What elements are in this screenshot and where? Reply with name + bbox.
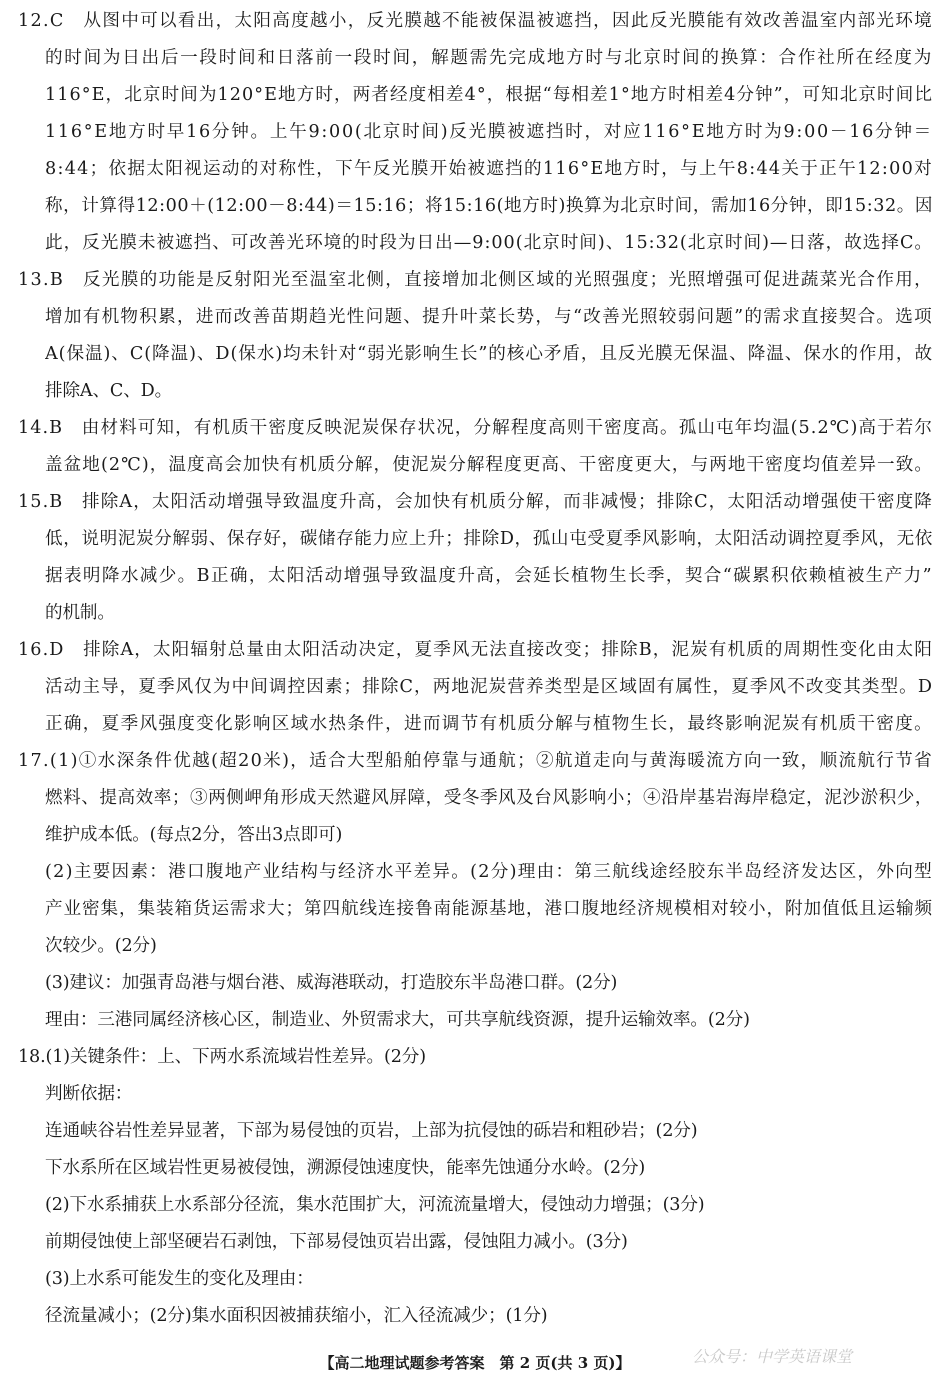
answer-line-text: 活动主导，夏季风仅为中间调控因素；排除C，两地泥炭营养类型是区域固有属性，夏季风不改变其类型。D [45, 677, 933, 697]
answer-line [45, 373, 950, 410]
answer-line-text: 15.B 排除A，太阳活动增强导致温度升高，会加快有机质分解，而非减慢；排除C，太阳活动增强使干密度降 [18, 492, 933, 512]
answer-line-text: 产业密集，集装箱货运需求大；第四航线连接鲁南能源基地，港口腹地经济规模相对较小，附加值低且运输频 [45, 899, 933, 919]
answer-line [45, 595, 950, 632]
answer-line [45, 188, 950, 225]
answer-line-text: 下水系所在区域岩性更易被侵蚀，溯源侵蚀速度快，能率先蚀通分水岭。(2分) [45, 1158, 646, 1178]
answer-line [45, 669, 950, 706]
answer-line [45, 447, 950, 484]
answer-line-text: 燃料、提高效率；③两侧岬角形成天然避风屏障，受冬季风及台风影响小；④沿岸基岩海岸稳定，泥沙淤积少， [45, 788, 933, 808]
answer-line [45, 928, 950, 965]
answer-line [45, 1150, 950, 1187]
answer-line [45, 299, 950, 336]
answer-line-text: 的机制。 [45, 603, 115, 623]
answer-line [45, 780, 950, 817]
answer-line-text: A(保温)、C(降温)、D(保水)均未针对“弱光影响生长”的核心矛盾，且反光膜无保温、降温、保水的作用，故 [45, 344, 933, 364]
answer-line-text: 据表明降水减少。B正确，太阳活动增强导致温度升高，会延长植物生长季，契合“碳累积依赖植被生产力” [45, 566, 933, 586]
answer-line-text: 14.B 由材料可知，有机质干密度反映泥炭保存状况，分解程度高则干密度高。孤山屯年均温(5.2℃)高于若尔 [18, 418, 933, 438]
answer-line-text: 连通峡谷岩性差异显著，下部为易侵蚀的页岩，上部为抗侵蚀的砾岩和粗砂岩；(2分) [45, 1121, 698, 1141]
answer-line-text: 116°E地方时早16分钟。上午9:00(北京时间)反光膜被遮挡时，对应116°E地方时为9:00－16分钟＝ [45, 122, 933, 142]
answer-line [45, 336, 950, 373]
answer-line-text: 次较少。(2分) [45, 936, 157, 956]
answer-line-text: 判断依据： [45, 1084, 133, 1104]
answer-line [18, 484, 950, 521]
answer-line-text: 8:44；依据太阳视运动的对称性，下午反光膜开始被遮挡的116°E地方时，与上午8:44关于正午12:00对 [45, 159, 933, 179]
answer-line-text: 理由：三港同属经济核心区，制造业、外贸需求大，可共享航线资源，提升运输效率。(2分) [45, 1010, 750, 1030]
answer-line-text: (2)下水系捕获上水系部分径流，集水范围扩大，河流流量增大，侵蚀动力增强；(3分) [45, 1195, 705, 1215]
answer-line [45, 706, 950, 743]
answer-line [18, 632, 950, 669]
answer-line-text: 前期侵蚀使上部坚硬岩石剥蚀，下部易侵蚀页岩出露，侵蚀阻力减小。(3分) [45, 1232, 628, 1252]
answer-line [45, 114, 950, 151]
answer-line-text: (3)上水系可能发生的变化及理由： [45, 1269, 314, 1289]
answer-line-text: 增加有机物积累，进而改善苗期趋光性问题、提升叶菜长势，与“改善光照较弱问题”的需求直接契合。选项 [45, 307, 933, 327]
watermark-text: 公众号：中学英语课堂 [692, 1347, 853, 1366]
answer-line-text: 此，反光膜未被遮挡、可改善光环境的时段为日出—9:00(北京时间)、15:32(北京时间)—日落，故选择C。 [45, 233, 933, 253]
answer-line [45, 40, 950, 77]
answer-line [45, 521, 950, 558]
answer-line-text: 18.(1)关键条件：上、下两水系流域岩性差异。(2分) [18, 1047, 426, 1067]
answer-line [18, 743, 950, 780]
answer-line-text: 17.(1)①水深条件优越(超20米)，适合大型船舶停靠与通航；②航道走向与黄海暖流方向一致，顺流航行节省 [18, 751, 933, 771]
answer-line [45, 854, 950, 891]
answer-line-text: (3)建议：加强青岛港与烟台港、威海港联动，打造胶东半岛港口群。(2分) [45, 973, 618, 993]
answer-line [18, 262, 950, 299]
answer-line [45, 817, 950, 854]
page-footer: 【高二地理试题参考答案 第 2 页(共 3 页)】 [319, 1354, 631, 1372]
answer-line-text: 16.D 排除A，太阳辐射总量由太阳活动决定，夏季风无法直接改变；排除B，泥炭有机质的周期性变化由太阳 [18, 640, 933, 660]
answer-line-text: 径流量减小；(2分)集水面积因被捕获缩小，汇入径流减少；(1分) [45, 1306, 548, 1326]
answer-line [18, 410, 950, 447]
answer-line-text: 116°E，北京时间为120°E地方时，两者经度相差4°，根据“每相差1°地方时相差4分钟”，可知北京时间比 [45, 85, 933, 105]
answer-line [45, 891, 950, 928]
answer-line [18, 3, 950, 40]
answer-line [45, 1298, 950, 1335]
answer-line [45, 151, 950, 188]
answer-line-text: 盖盆地(2℃)，温度高会加快有机质分解，使泥炭分解程度更高、干密度更大，与两地干密度均值差异一致。 [45, 455, 933, 475]
answer-line-text: 正确，夏季风强度变化影响区域水热条件，进而调节有机质分解与植物生长，最终影响泥炭有机质干密度。 [45, 714, 933, 734]
answer-line [45, 225, 950, 262]
answer-line-text: (2)主要因素：港口腹地产业结构与经济水平差异。(2分)理由：第三航线途经胶东半岛经济发达区，外向型 [45, 862, 933, 882]
answer-line [45, 1076, 950, 1113]
answer-line-text: 称，计算得12:00＋(12:00－8:44)＝15:16；将15:16(地方时)换算为北京时间，需加16分钟，即15:32。因 [45, 196, 933, 216]
answer-line-text: 的时间为日出后一段时间和日落前一段时间，解题需先完成地方时与北京时间的换算：合作社所在经度为 [45, 48, 933, 68]
answer-line-text: 13.B 反光膜的功能是反射阳光至温室北侧，直接增加北侧区域的光照强度；光照增强可促进蔬菜光合作用， [18, 270, 933, 290]
answer-line [45, 558, 950, 595]
answer-line [18, 1039, 950, 1076]
answer-line-text: 低，说明泥炭分解弱、保存好，碳储存能力应上升；排除D，孤山屯受夏季风影响，太阳活动调控夏季风，无依 [45, 529, 933, 549]
answer-line [45, 1113, 950, 1150]
answer-line [45, 965, 950, 1002]
answer-line-text: 维护成本低。(每点2分，答出3点即可) [45, 825, 343, 845]
answer-line-text: 排除A、C、D。 [45, 381, 173, 401]
answer-line [45, 1187, 950, 1224]
answer-line-text: 12.C 从图中可以看出，太阳高度越小，反光膜越不能被保温被遮挡，因此反光膜能有效改善温室内部光环境 [18, 11, 933, 31]
answer-line [45, 1002, 950, 1039]
answer-line [45, 1261, 950, 1298]
answer-line [45, 77, 950, 114]
answer-line [45, 1224, 950, 1261]
